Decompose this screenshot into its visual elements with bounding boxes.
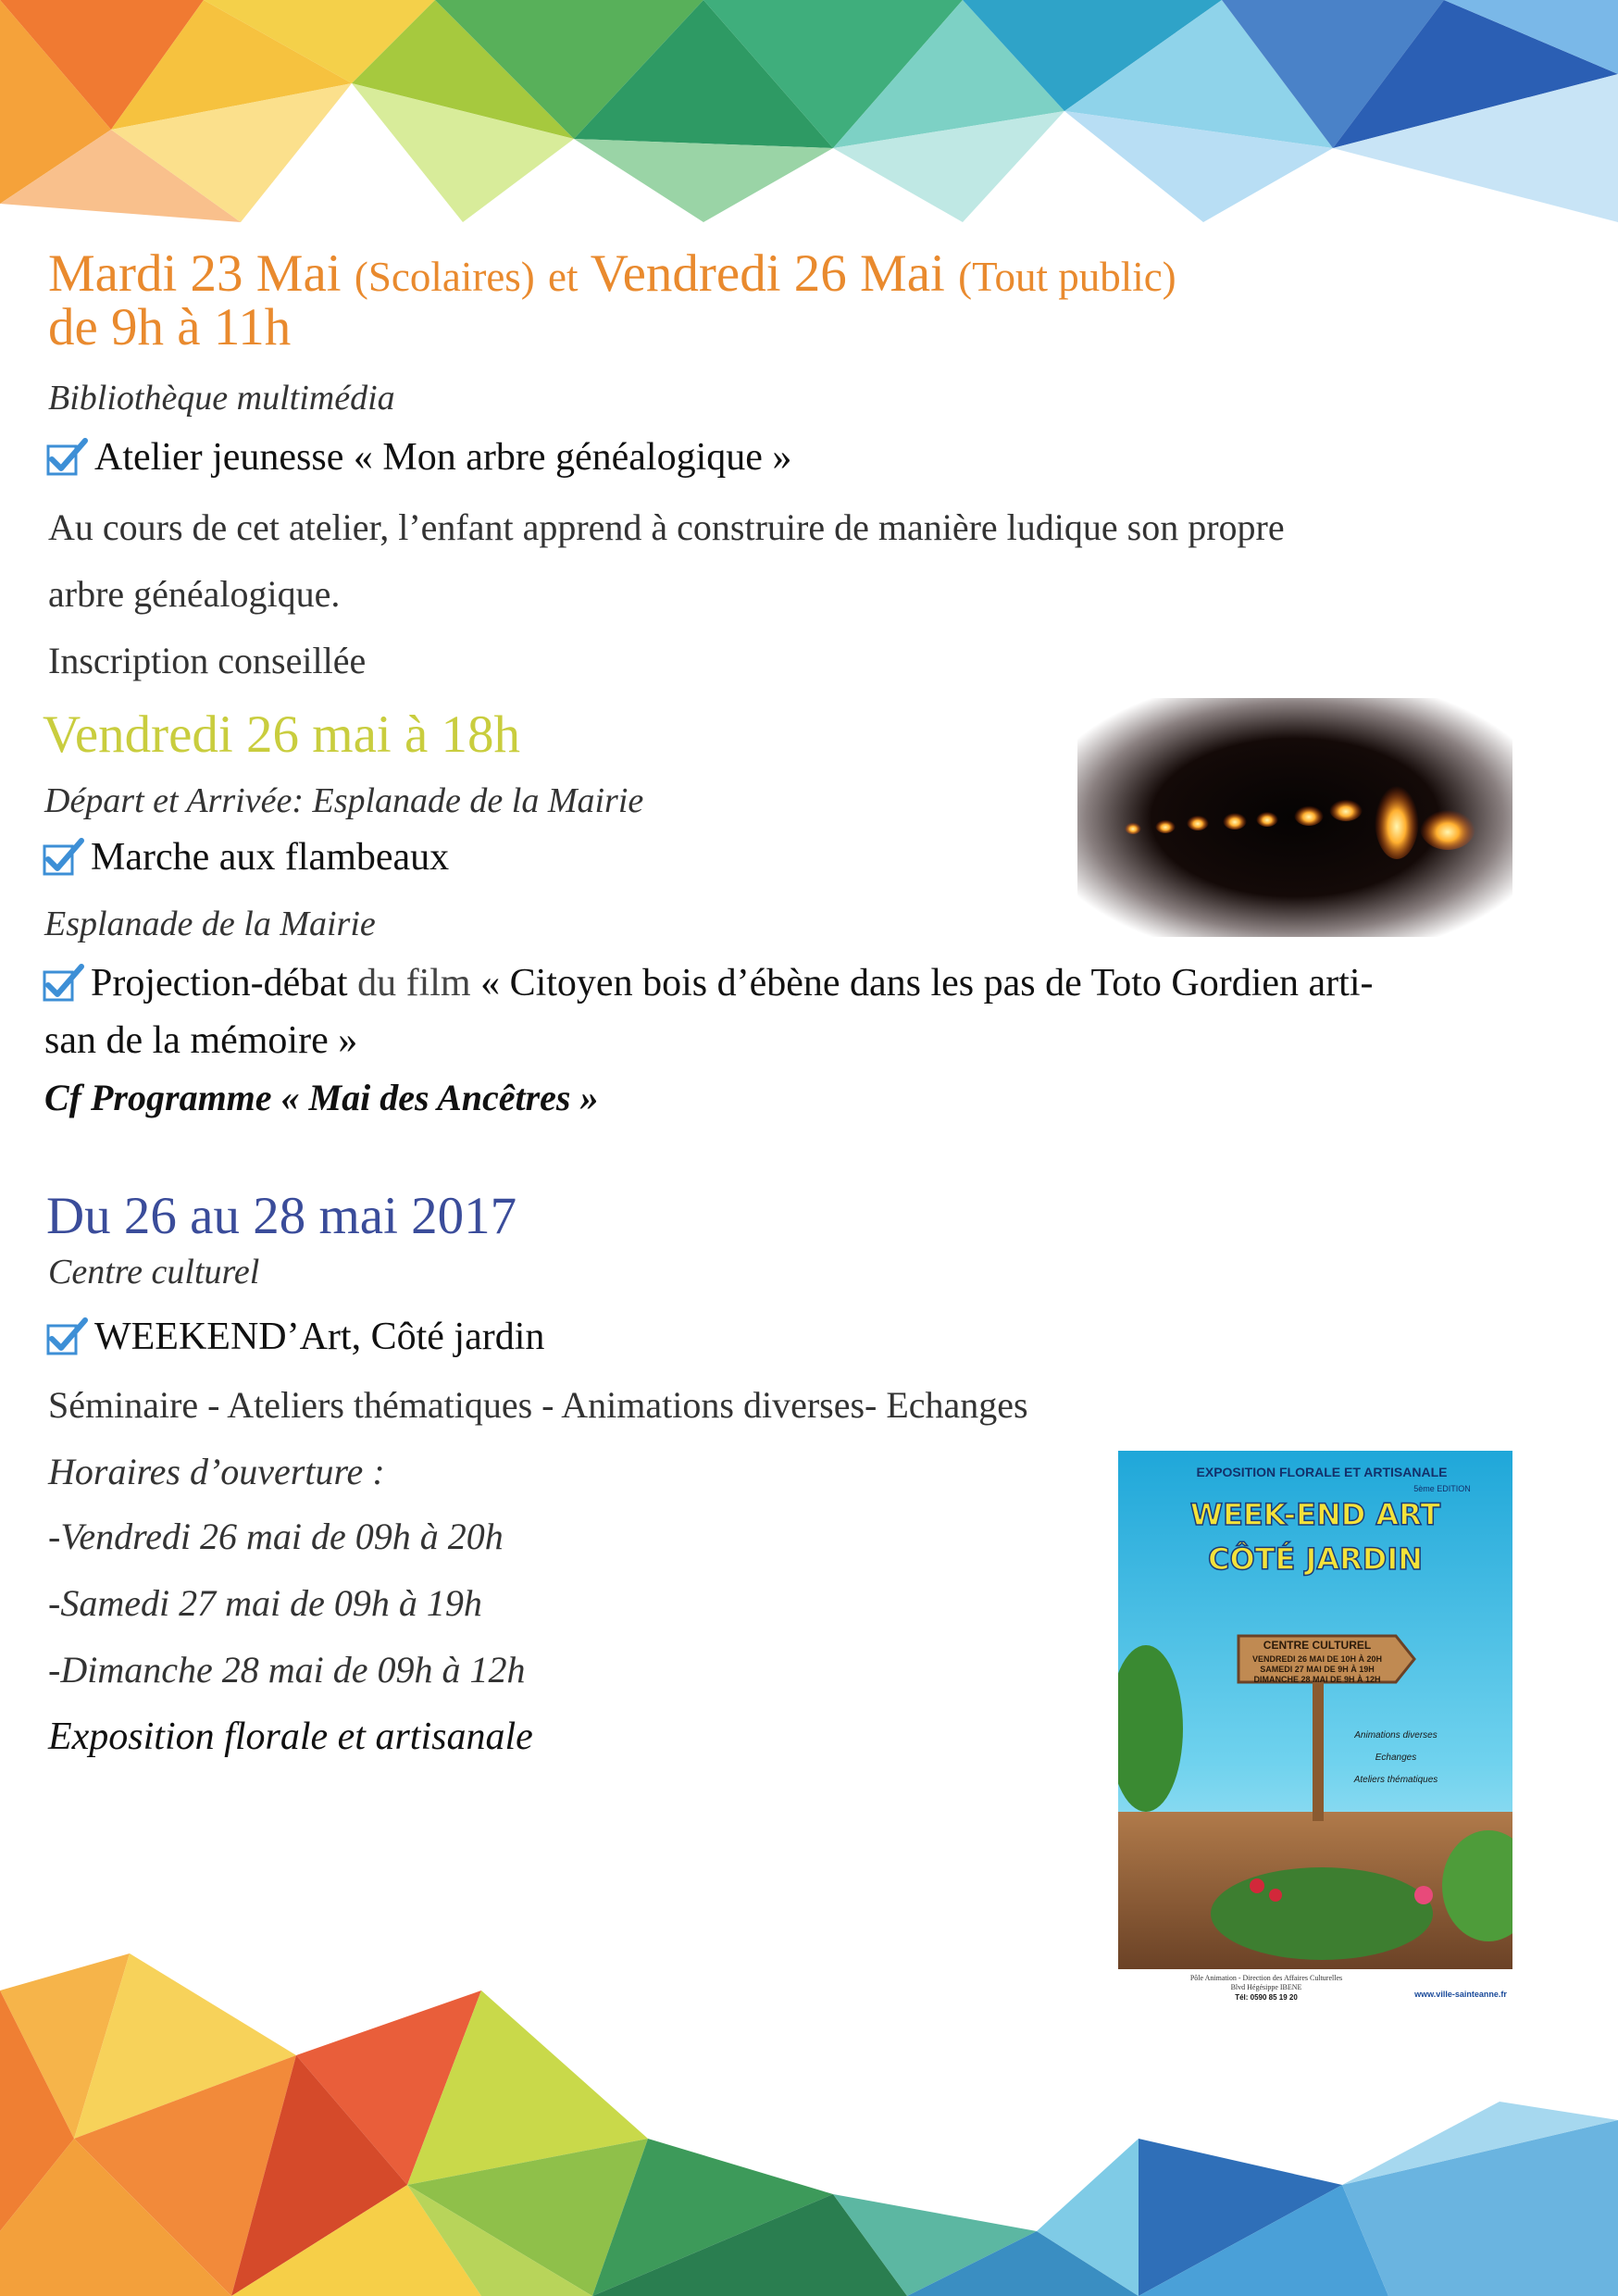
checkbox-checked-icon	[41, 837, 85, 878]
poster-sign-title: CENTRE CULTUREL	[1263, 1639, 1372, 1652]
section2-cf-programme: Cf Programme « Mai des Ancêtres »	[44, 1077, 599, 1118]
section1-audience2: (Tout public)	[958, 254, 1176, 300]
section3-place: Centre culturel	[48, 1253, 260, 1292]
poster-top-line: EXPOSITION FLORALE ET ARTISANALE	[1196, 1465, 1448, 1479]
section2-activity: Marche aux flambeaux	[91, 836, 450, 879]
section1-desc-line2: arbre généalogique.	[48, 573, 341, 615]
section2-projection-label: Projection-débat	[91, 962, 348, 1004]
poster-footer-left3: Tél: 0590 85 19 20	[1235, 1993, 1298, 2002]
checkbox-checked-icon	[41, 963, 85, 1004]
section1-note: Inscription conseillée	[48, 640, 367, 681]
section2-activity-line	[41, 835, 449, 880]
checkbox-checked-icon	[44, 1316, 89, 1357]
section2-film-line2: san de la mémoire »	[44, 1019, 358, 1062]
weekend-art-poster	[1118, 1451, 1512, 2006]
section3-footer: Exposition florale et artisanale	[48, 1716, 533, 1758]
poster-sign-line2: SAMEDI 27 MAI DE 9H À 19H	[1260, 1665, 1375, 1674]
section3-hours-friday: -Vendredi 26 mai de 09h à 20h	[48, 1516, 504, 1557]
section1-desc-line1: Au cours de cet atelier, l’enfant apprend à construire de manière ludique son propre	[48, 506, 1285, 548]
section1-audience1: (Scolaires)	[354, 254, 535, 300]
poster-side-line1: Animations diverses	[1354, 1730, 1438, 1741]
section3-activity-line	[44, 1315, 544, 1359]
section2-heading: Vendredi 26 mai à 18h	[43, 705, 521, 764]
section1-heading-line1	[48, 246, 1176, 305]
section3-hours-sunday: -Dimanche 28 mai de 09h à 12h	[48, 1649, 526, 1691]
section1-day2: Vendredi 26 Mai	[590, 244, 945, 303]
section2-projection-mid: du film	[357, 962, 471, 1004]
top-decorative-band	[0, 0, 1618, 222]
section1-activity-line	[44, 435, 791, 480]
section1-hours: de 9h à 11h	[48, 298, 292, 356]
section3-hours-title: Horaires d’ouverture :	[48, 1451, 385, 1492]
poster-side-line3: Ateliers thématiques	[1353, 1775, 1438, 1785]
section2-place: Départ et Arrivée: Esplanade de la Mairie	[44, 781, 644, 820]
poster-side-line2: Echanges	[1375, 1753, 1417, 1763]
section3-activity: WEEKEND’Art, Côté jardin	[94, 1316, 545, 1358]
poster-title2: CÔTÉ JARDIN	[1207, 1541, 1424, 1577]
section2-film-line1: « Citoyen bois d’ébène dans les pas de Toto Gordien arti-	[480, 962, 1374, 1004]
checkbox-checked-icon	[44, 437, 89, 478]
section3-heading: Du 26 au 28 mai 2017	[46, 1187, 517, 1245]
section1-day1: Mardi 23 Mai	[48, 244, 342, 303]
poster-sign-line1: VENDREDI 26 MAI DE 10H À 20H	[1251, 1654, 1383, 1664]
section1-activity: Atelier jeunesse « Mon arbre généalogique »	[94, 436, 792, 479]
poster-footer-left1: Pôle Animation - Direction des Affaires Culturelles	[1189, 1974, 1343, 1982]
poster-title1: WEEK-END ART	[1189, 1497, 1441, 1532]
poster-sign-line3: DIMANCHE 28 MAI DE 9H À 12H	[1253, 1675, 1381, 1684]
section3-desc: Séminaire - Ateliers thématiques - Animations diverses- Echanges	[48, 1384, 1028, 1426]
section1-place: Bibliothèque multimédia	[48, 379, 395, 418]
torch-march-photo	[1077, 698, 1512, 937]
section2-projection-line	[41, 961, 1373, 1005]
poster-footer-left2: Blvd Hégésippe IBENE	[1230, 1983, 1302, 1991]
section2-place2: Esplanade de la Mairie	[44, 905, 376, 943]
poster-footer-right: www.ville-sainteanne.fr	[1414, 1990, 1507, 1999]
poster-edition: 5ème EDITION	[1413, 1484, 1471, 1493]
section1-conj: et	[548, 254, 579, 300]
section3-hours-saturday: -Samedi 27 mai de 09h à 19h	[48, 1582, 482, 1624]
